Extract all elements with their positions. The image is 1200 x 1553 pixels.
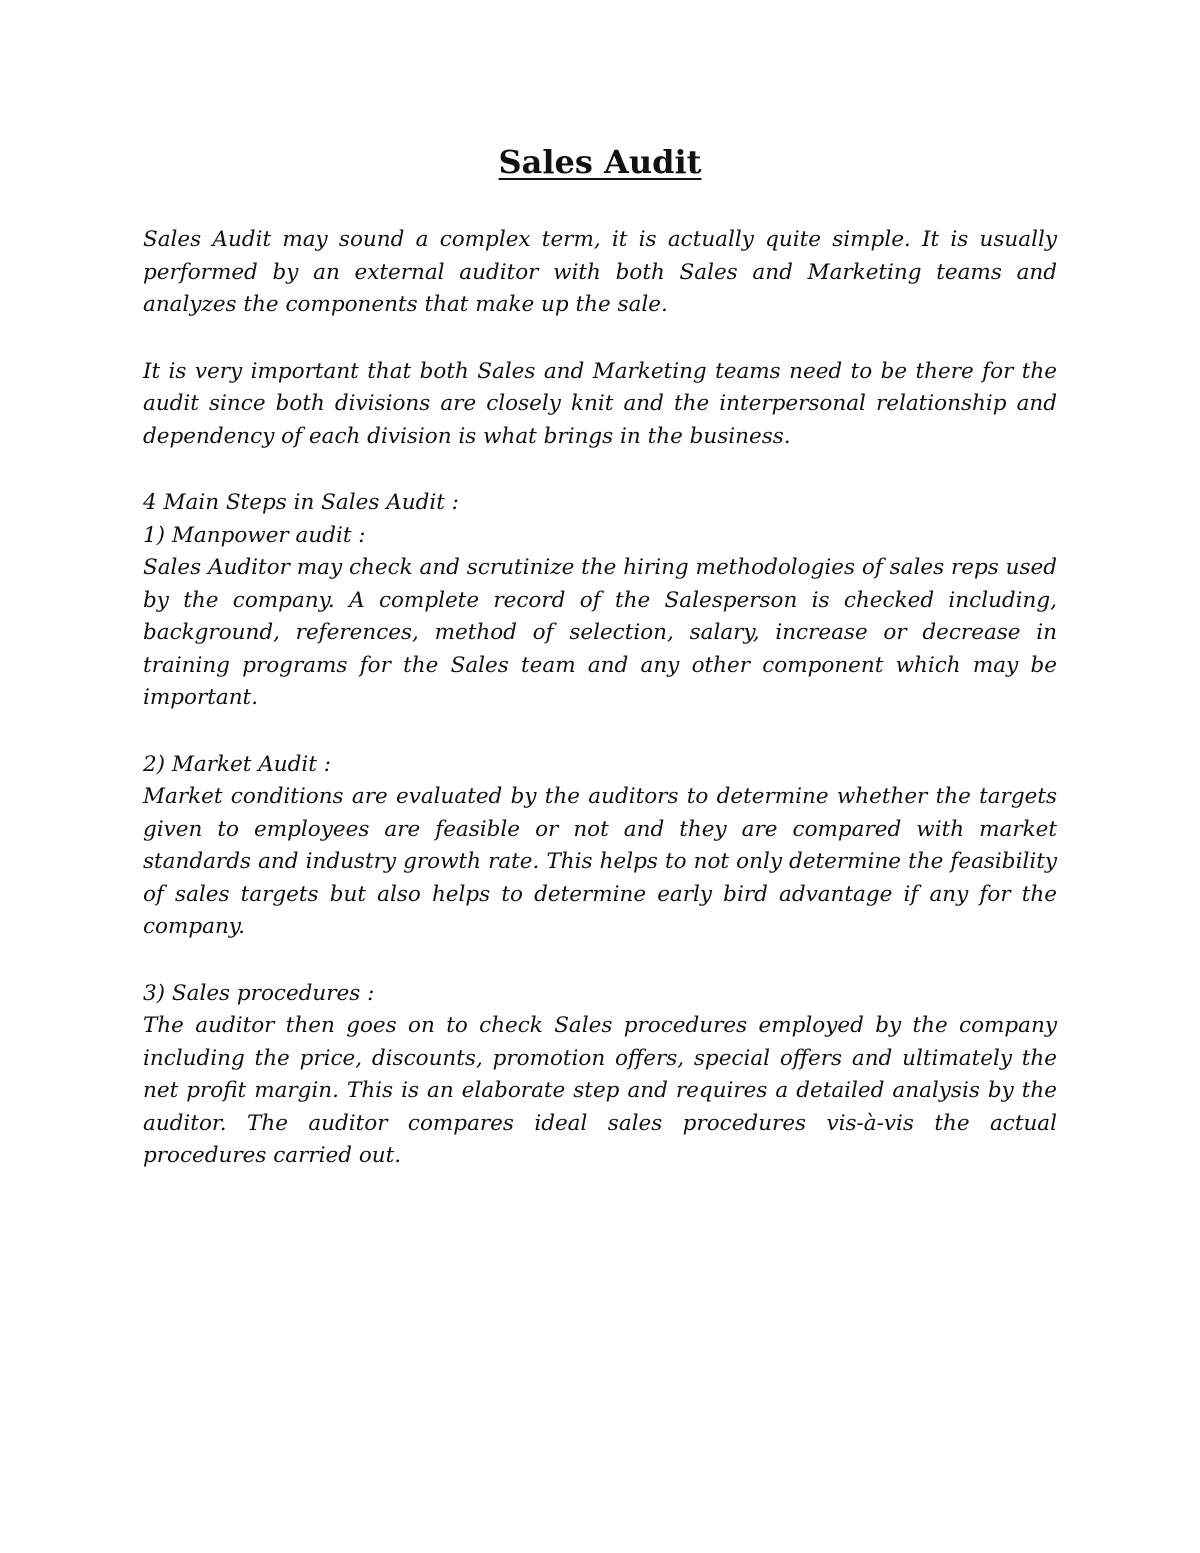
step-1-paragraph: Sales Auditor may check and scrutinize the hiring methodologies of sales reps used by the company. A complete record of the Salesperson is checked including, background, references, method of selection, salary, increase or decrease in training programs for the Sales team and any other component which may be important. — [143, 555, 1057, 710]
step-2-heading: 2) Market Audit : — [143, 751, 331, 777]
document-page — [143, 140, 1057, 1173]
step-1-heading: 1) Manpower audit : — [143, 522, 366, 548]
step-3-paragraph: The auditor then goes on to check Sales procedures employed by the company including the price, discounts, promotion offers, special offers and ultimately the net profit margin. This is an elaborate step and requires a detailed analysis by the auditor. The auditor compares ideal sales procedures vis-à-vis the actual procedures carried out. — [143, 1013, 1057, 1168]
document-title: Sales Audit — [498, 143, 702, 181]
step-2-paragraph: Market conditions are evaluated by the auditors to determine whether the targets given to employees are feasible or not and they are compared with market standards and industry growth rate. This helps to not only determine the feasibility of sales targets but also helps to determine early bird advantage if any for the company. — [143, 784, 1057, 939]
intro-paragraph-2: It is very important that both Sales and Marketing teams need to be there for the audit since both divisions are closely knit and the interpersonal relationship and dependency of each division is what brings in the business. — [143, 358, 1057, 449]
intro-paragraph-1: Sales Audit may sound a complex term, it is actually quite simple. It is usually performed by an external auditor with both Sales and Marketing teams and analyzes the components that make up the sale. — [143, 227, 1057, 317]
steps-heading: 4 Main Steps in Sales Audit : — [143, 490, 459, 515]
step-3-heading: 3) Sales procedures : — [143, 980, 375, 1006]
